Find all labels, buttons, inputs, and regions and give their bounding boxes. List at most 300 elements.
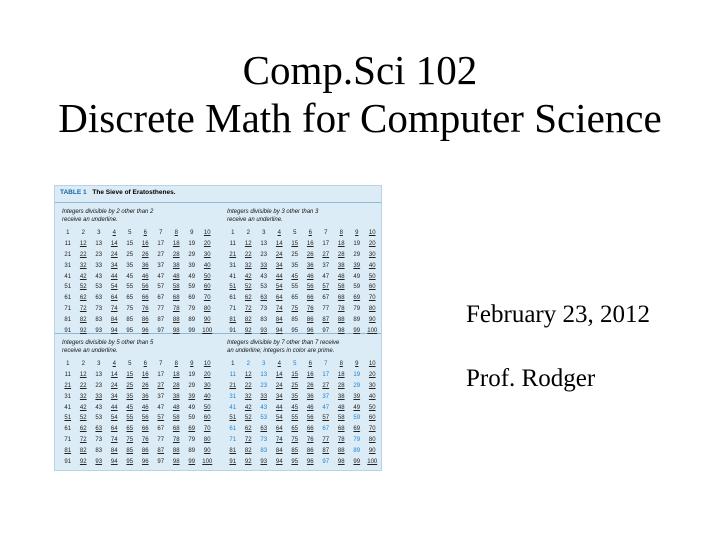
sieve-number: 22: [244, 382, 252, 389]
sieve-number: 37: [157, 262, 165, 269]
sieve-number: 55: [291, 284, 299, 291]
sieve-number: 84: [110, 316, 118, 323]
sieve-number: 12: [79, 241, 87, 248]
sieve-row: [60, 445, 215, 456]
sieve-number: 62: [79, 426, 87, 433]
sieve-number: 78: [172, 305, 180, 312]
sieve-number: 59: [188, 284, 196, 291]
sieve-number: 100: [367, 458, 378, 465]
sieve-number: 3: [97, 230, 101, 237]
sieve-number: 5: [293, 230, 297, 237]
sieve-number: 75: [291, 436, 299, 443]
sieve-number: 71: [64, 305, 72, 312]
sieve-number: 53: [95, 284, 103, 291]
sieve-row: [60, 250, 215, 261]
sieve-number: 82: [79, 316, 87, 323]
sieve-number: 65: [126, 295, 134, 302]
sieve-number: 29: [188, 251, 196, 258]
sieve-number: 93: [95, 327, 103, 334]
sieve-number: 87: [322, 447, 330, 454]
sieve-number: 92: [244, 327, 252, 334]
sieve-number: 46: [306, 404, 314, 411]
sieve-number: 55: [126, 284, 134, 291]
sieve-number: 5: [128, 361, 132, 368]
sieve-number: 9: [190, 230, 194, 237]
sieve-number: 72: [79, 436, 87, 443]
sieve-number: 12: [79, 372, 87, 379]
sieve-number: 49: [353, 273, 361, 280]
sieve-number: 63: [95, 426, 103, 433]
sieve-number: 94: [110, 327, 118, 334]
sieve-number: 78: [172, 436, 180, 443]
sieve-number: 49: [188, 273, 196, 280]
sieve-number: 29: [188, 382, 196, 389]
panel-header-line: Integers divisible by 3 other than 3: [227, 209, 319, 215]
sieve-number: 27: [322, 251, 330, 258]
sieve-number: 9: [355, 230, 359, 237]
sieve-row: [225, 424, 380, 435]
sieve-number: 74: [275, 436, 283, 443]
sieve-number: 28: [172, 382, 180, 389]
sieve-number: 85: [126, 316, 134, 323]
sieve-number: 81: [229, 447, 237, 454]
sieve-number: 39: [188, 393, 196, 400]
sieve-number: 64: [275, 295, 283, 302]
sieve-number: 49: [188, 404, 196, 411]
sieve-number: 17: [322, 372, 330, 379]
sieve-number: 53: [260, 284, 268, 291]
sieve-number: 10: [203, 230, 211, 237]
sieve-number: 34: [275, 262, 283, 269]
sieve-number: 61: [64, 426, 72, 433]
sieve-number: 28: [172, 251, 180, 258]
sieve-number: 96: [306, 327, 314, 334]
sieve-number: 29: [353, 251, 361, 258]
sieve-number: 54: [110, 284, 118, 291]
sieve-grid: [60, 228, 215, 336]
sieve-number: 60: [203, 284, 211, 291]
panel-header-line: Integers divisible by 7 other than 7 receive: [227, 340, 340, 346]
sieve-number: 57: [322, 415, 330, 422]
sieve-number: 13: [95, 372, 103, 379]
sieve-number: 13: [95, 241, 103, 248]
sieve-number: 81: [229, 316, 237, 323]
sieve-row: [60, 293, 215, 304]
sieve-number: 4: [112, 230, 116, 237]
sieve-number: 40: [203, 262, 211, 269]
sieve-number: 19: [188, 372, 196, 379]
sieve-row: [60, 271, 215, 282]
sieve-number: 80: [368, 436, 376, 443]
sieve-number: 93: [260, 458, 268, 465]
sieve-number: 90: [203, 316, 211, 323]
sieve-number: 29: [353, 382, 361, 389]
sieve-number: 41: [64, 404, 72, 411]
sieve-number: 38: [172, 262, 180, 269]
sieve-number: 5: [128, 230, 132, 237]
title-line-1: Comp.Sci 102: [242, 47, 478, 93]
sieve-number: 54: [275, 284, 283, 291]
sieve-number: 2: [246, 230, 250, 237]
sieve-number: 50: [203, 273, 211, 280]
sieve-number: 69: [188, 295, 196, 302]
sieve-number: 2: [81, 361, 85, 368]
sieve-number: 20: [368, 372, 376, 379]
sieve-number: 32: [244, 262, 252, 269]
sieve-row: [60, 424, 215, 435]
sieve-number: 15: [126, 241, 134, 248]
sieve-number: 58: [172, 284, 180, 291]
sieve-number: 69: [353, 426, 361, 433]
sieve-number: 8: [174, 230, 178, 237]
sieve-number: 74: [110, 436, 118, 443]
sieve-number: 54: [275, 415, 283, 422]
sieve-number: 45: [291, 273, 299, 280]
sieve-number: 92: [244, 458, 252, 465]
sieve-number: 66: [141, 426, 149, 433]
sieve-number: 3: [262, 230, 266, 237]
sieve-row: [60, 435, 215, 446]
sieve-number: 79: [353, 436, 361, 443]
sieve-number: 45: [126, 404, 134, 411]
sieve-number: 80: [203, 436, 211, 443]
sieve-row: [60, 228, 215, 239]
sieve-number: 7: [324, 230, 328, 237]
sieve-number: 37: [157, 393, 165, 400]
sieve-number: 2: [81, 230, 85, 237]
sieve-number: 30: [203, 382, 211, 389]
sieve-row: [225, 282, 380, 293]
sieve-number: 1: [66, 230, 70, 237]
panel-header: [62, 339, 153, 355]
sieve-number: 72: [79, 305, 87, 312]
sieve-number: 15: [126, 372, 134, 379]
sieve-number: 1: [231, 230, 235, 237]
sieve-number: 51: [64, 284, 72, 291]
panel-header-line: Integers divisible by 2 other than 2: [62, 209, 154, 215]
sieve-number: 21: [64, 382, 72, 389]
sieve-number: 25: [126, 251, 134, 258]
sieve-number: 94: [110, 458, 118, 465]
sieve-number: 56: [141, 415, 149, 422]
sieve-number: 87: [322, 316, 330, 323]
sieve-number: 39: [353, 393, 361, 400]
sieve-number: 73: [260, 305, 268, 312]
sieve-number: 42: [244, 273, 252, 280]
sieve-number: 33: [95, 262, 103, 269]
sieve-number: 49: [353, 404, 361, 411]
sieve-number: 83: [95, 447, 103, 454]
sieve-number: 46: [306, 273, 314, 280]
sieve-number: 51: [229, 415, 237, 422]
sieve-row: [225, 445, 380, 456]
sieve-number: 71: [229, 436, 237, 443]
sieve-row: [60, 282, 215, 293]
sieve-number: 56: [306, 284, 314, 291]
sieve-number: 26: [141, 251, 149, 258]
sieve-number: 31: [229, 393, 237, 400]
sieve-number: 73: [260, 436, 268, 443]
sieve-number: 85: [126, 447, 134, 454]
sieve-number: 24: [275, 382, 283, 389]
sieve-number: 4: [277, 361, 281, 368]
sieve-number: 11: [229, 241, 236, 248]
sieve-number: 84: [275, 447, 283, 454]
sieve-number: 35: [126, 393, 134, 400]
sieve-number: 44: [275, 404, 283, 411]
sieve-number: 67: [157, 426, 165, 433]
sieve-row: [60, 456, 215, 467]
sieve-number: 28: [337, 382, 345, 389]
sieve-number: 3: [97, 361, 101, 368]
sieve-number: 26: [141, 382, 149, 389]
sieve-number: 31: [64, 262, 72, 269]
sieve-grid: [60, 359, 215, 467]
sieve-number: 39: [188, 262, 196, 269]
sieve-number: 2: [246, 361, 250, 368]
sieve-number: 58: [337, 415, 345, 422]
sieve-number: 33: [95, 393, 103, 400]
sieve-number: 76: [141, 436, 149, 443]
sieve-number: 42: [79, 404, 87, 411]
sieve-number: 65: [291, 295, 299, 302]
sieve-number: 37: [322, 262, 330, 269]
sieve-number: 24: [110, 382, 118, 389]
sieve-number: 14: [110, 241, 118, 248]
panel-header-line: receive an underline.: [62, 348, 118, 354]
sieve-number: 59: [353, 284, 361, 291]
sieve-number: 20: [368, 241, 376, 248]
sieve-row: [225, 413, 380, 424]
sieve-number: 68: [337, 426, 345, 433]
sieve-row: [225, 381, 380, 392]
sieve-number: 62: [244, 426, 252, 433]
sieve-number: 11: [64, 372, 71, 379]
sieve-number: 20: [203, 241, 211, 248]
sieve-number: 64: [110, 295, 118, 302]
sieve-number: 35: [126, 262, 134, 269]
sieve-number: 68: [172, 295, 180, 302]
panel-header: [227, 339, 339, 355]
sieve-row: [60, 413, 215, 424]
sieve-number: 27: [157, 382, 165, 389]
sieve-number: 58: [172, 415, 180, 422]
sieve-number: 75: [126, 305, 134, 312]
sieve-number: 83: [260, 447, 268, 454]
sieve-number: 8: [174, 361, 178, 368]
sieve-number: 77: [322, 305, 330, 312]
sieve-number: 91: [64, 458, 72, 465]
sieve-number: 98: [337, 458, 345, 465]
sieve-number: 24: [275, 251, 283, 258]
sieve-number: 79: [353, 305, 361, 312]
panel-header-line: receive an underline.: [62, 217, 118, 223]
sieve-number: 46: [141, 273, 149, 280]
sieve-row: [225, 271, 380, 282]
sieve-number: 38: [337, 393, 345, 400]
sieve-number: 21: [64, 251, 72, 258]
sieve-number: 86: [141, 447, 149, 454]
sieve-number: 26: [306, 251, 314, 258]
sieve-row: [225, 370, 380, 381]
sieve-number: 63: [95, 295, 103, 302]
sieve-number: 21: [229, 251, 237, 258]
sieve-number: 73: [95, 305, 103, 312]
sieve-number: 22: [79, 251, 87, 258]
sieve-number: 7: [324, 361, 328, 368]
sieve-number: 30: [368, 251, 376, 258]
sieve-number: 41: [64, 273, 72, 280]
sieve-row: [225, 435, 380, 446]
sieve-number: 97: [157, 327, 165, 334]
table-divider: [55, 202, 381, 203]
sieve-number: 94: [275, 327, 283, 334]
sieve-number: 52: [79, 415, 87, 422]
sieve-row: [60, 381, 215, 392]
sieve-number: 14: [110, 372, 118, 379]
sieve-number: 51: [64, 415, 72, 422]
sieve-number: 27: [157, 251, 165, 258]
sieve-number: 57: [322, 284, 330, 291]
sieve-number: 59: [353, 415, 361, 422]
sieve-number: 30: [368, 382, 376, 389]
sieve-number: 42: [79, 273, 87, 280]
sieve-number: 52: [244, 284, 252, 291]
sieve-number: 56: [141, 284, 149, 291]
sieve-number: 84: [110, 447, 118, 454]
sieve-number: 99: [188, 458, 196, 465]
sieve-number: 45: [291, 404, 299, 411]
sieve-number: 97: [322, 327, 330, 334]
sieve-number: 43: [95, 273, 103, 280]
sieve-number: 43: [95, 404, 103, 411]
sieve-number: 66: [141, 295, 149, 302]
sieve-number: 50: [368, 273, 376, 280]
sieve-number: 16: [306, 241, 314, 248]
sieve-number: 37: [322, 393, 330, 400]
sieve-number: 88: [337, 316, 345, 323]
panel-header-line: receive an underline.: [227, 217, 283, 223]
sieve-grid: [225, 228, 380, 336]
sieve-number: 67: [322, 295, 330, 302]
sieve-number: 28: [337, 251, 345, 258]
sieve-number: 74: [275, 305, 283, 312]
sieve-number: 70: [368, 295, 376, 302]
sieve-number: 34: [110, 393, 118, 400]
sieve-number: 30: [203, 251, 211, 258]
sieve-row: [225, 325, 380, 336]
sieve-number: 44: [110, 404, 118, 411]
sieve-number: 79: [188, 436, 196, 443]
sieve-number: 17: [157, 241, 165, 248]
sieve-number: 71: [229, 305, 237, 312]
table-title: The Sieve of Eratosthenes.: [92, 189, 176, 196]
panel-header: [227, 208, 318, 224]
sieve-row: [225, 293, 380, 304]
sieve-number: 18: [172, 372, 180, 379]
sieve-number: 60: [368, 415, 376, 422]
sieve-number: 38: [337, 262, 345, 269]
sieve-number: 87: [157, 316, 165, 323]
sieve-number: 19: [353, 372, 361, 379]
sieve-number: 95: [126, 458, 134, 465]
sieve-number: 91: [229, 327, 237, 334]
slide-title: [0, 46, 720, 142]
sieve-number: 19: [353, 241, 361, 248]
sieve-number: 98: [337, 327, 345, 334]
sieve-row: [225, 239, 380, 250]
sieve-number: 13: [260, 241, 268, 248]
sieve-number: 47: [157, 404, 165, 411]
sieve-number: 72: [244, 436, 252, 443]
sieve-row: [225, 250, 380, 261]
sieve-number: 100: [202, 458, 213, 465]
panel-header: [62, 208, 153, 224]
sieve-number: 78: [337, 305, 345, 312]
sieve-number: 53: [95, 415, 103, 422]
sieve-number: 43: [260, 273, 268, 280]
sieve-number: 4: [277, 230, 281, 237]
sieve-number: 5: [293, 361, 297, 368]
sieve-number: 71: [64, 436, 72, 443]
sieve-number: 14: [275, 241, 283, 248]
sieve-number: 76: [306, 436, 314, 443]
slide-meta: [466, 300, 650, 394]
sieve-number: 99: [188, 327, 196, 334]
sieve-number: 6: [143, 230, 147, 237]
sieve-number: 33: [260, 393, 268, 400]
sieve-number: 72: [244, 305, 252, 312]
table-caption: [60, 189, 176, 196]
sieve-number: 18: [337, 372, 345, 379]
sieve-number: 25: [291, 251, 299, 258]
sieve-number: 69: [353, 295, 361, 302]
sieve-number: 98: [172, 458, 180, 465]
sieve-number: 59: [188, 415, 196, 422]
sieve-number: 96: [141, 458, 149, 465]
sieve-number: 16: [141, 372, 149, 379]
sieve-number: 99: [353, 327, 361, 334]
sieve-number: 82: [244, 447, 252, 454]
sieve-row: [225, 228, 380, 239]
sieve-number: 13: [260, 372, 268, 379]
sieve-number: 80: [203, 305, 211, 312]
sieve-number: 48: [172, 404, 180, 411]
sieve-number: 11: [64, 241, 71, 248]
sieve-number: 57: [157, 284, 165, 291]
sieve-number: 8: [339, 361, 343, 368]
sieve-number: 44: [110, 273, 118, 280]
sieve-number: 89: [188, 447, 196, 454]
sieve-number: 40: [368, 393, 376, 400]
panel-header-line: Integers divisible by 5 other than 5: [62, 340, 154, 346]
sieve-number: 18: [172, 241, 180, 248]
sieve-number: 23: [95, 251, 103, 258]
sieve-number: 86: [306, 316, 314, 323]
sieve-number: 23: [260, 382, 268, 389]
sieve-number: 75: [291, 305, 299, 312]
sieve-number: 58: [337, 284, 345, 291]
sieve-number: 25: [126, 382, 134, 389]
sieve-number: 83: [95, 316, 103, 323]
sieve-number: 67: [157, 295, 165, 302]
lecture-date: February 23, 2012: [466, 301, 650, 328]
sieve-row: [60, 391, 215, 402]
sieve-number: 60: [368, 284, 376, 291]
sieve-number: 70: [368, 426, 376, 433]
sieve-number: 62: [79, 295, 87, 302]
sieve-number: 80: [368, 305, 376, 312]
